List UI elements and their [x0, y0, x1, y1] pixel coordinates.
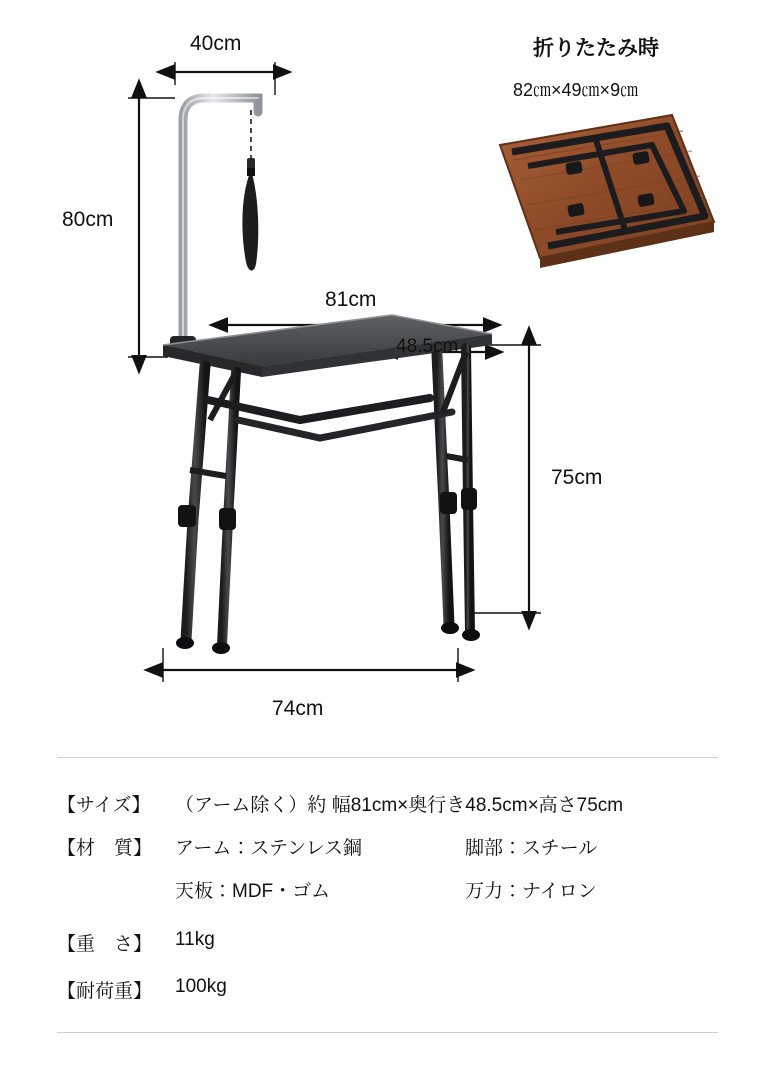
spec-table	[57, 790, 727, 1019]
dim-label-arm-width: 40cm	[190, 32, 242, 55]
spec-row-size	[57, 790, 727, 817]
spec-key-capacity: 【耐荷重】	[57, 981, 153, 1002]
spec-value-size: （アーム除く）約 幅81cm×奥行き48.5cm×高さ75cm	[175, 795, 624, 816]
dim-label-table-width: 81cm	[325, 288, 377, 311]
spec-row-material	[57, 833, 727, 903]
spec-value-material-arm: アーム：ステンレス鋼	[175, 838, 363, 859]
spec-value-material-legs: 脚部：スチール	[465, 838, 598, 859]
divider-bottom	[57, 1032, 718, 1033]
folded-table-illustration	[500, 115, 714, 268]
spec-key-size: 【サイズ】	[57, 795, 151, 816]
spec-value-capacity: 100kg	[175, 976, 227, 997]
dim-label-table-depth: 48.5cm	[396, 336, 459, 357]
spec-value-material-clamp: 万力：ナイロン	[465, 881, 597, 902]
spec-value-material-top: 天板：MDF・ゴム	[175, 881, 331, 902]
dim-label-leg-span: 74cm	[272, 697, 324, 720]
dim-label-arm-height: 80cm	[62, 208, 114, 231]
spec-row-weight	[57, 929, 727, 956]
spec-row-capacity	[57, 976, 727, 1003]
spec-value-weight: 11kg	[175, 929, 215, 950]
folded-title: 折りたたみ時	[533, 37, 659, 60]
spec-key-weight: 【重 さ】	[57, 934, 153, 955]
spec-key-material: 【材 質】	[57, 838, 153, 859]
folded-size: 82㎝×49㎝×9㎝	[513, 80, 639, 100]
dim-label-table-height: 75cm	[551, 466, 603, 489]
divider-top	[57, 757, 718, 758]
